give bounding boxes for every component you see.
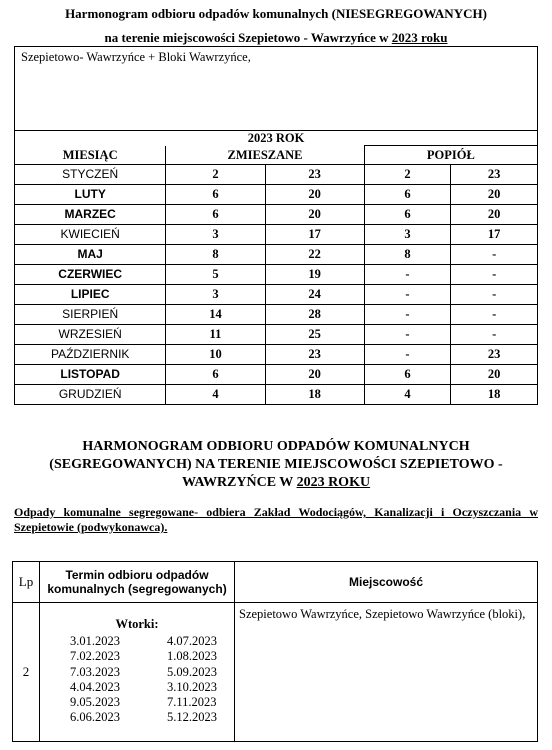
mixed-day-1: 5 [166,265,265,285]
header-mixed: ZMIESZANE [166,146,364,165]
pickup-date: 6.06.2023 [70,710,120,725]
mixed-day-1: 3 [166,285,265,305]
ash-day-1: - [364,265,451,285]
pickup-date: 3.10.2023 [167,679,217,694]
pickup-date: 5.12.2023 [167,710,217,725]
collector-note: Odpady komunalne segregowane- odbiera Zakład Wodociągów, Kanalizacji i Oczyszczania w Szepietowie (podwykonawca). [14,505,538,534]
segregated-heading-line-1: HARMONOGRAM ODBIORU ODPADÓW KOMUNALNYCH [82,439,470,454]
title-line-1: Harmonogram odbioru odpadów komunalnych (NIESEGREGOWANYCH) [65,6,487,21]
ash-day-1: - [364,325,451,345]
ash-day-1: 2 [364,165,451,185]
pickup-date: 7.11.2023 [167,695,217,710]
month-cell: LISTOPAD [15,365,166,385]
ash-day-2: - [451,305,538,325]
ash-day-2: 20 [451,365,538,385]
year-label: 2023 ROK [15,131,538,146]
mixed-day-1: 2 [166,165,265,185]
mixed-day-2: 17 [265,225,364,245]
ash-day-1: - [364,345,451,365]
segregated-schedule-table [12,561,538,742]
mixed-day-2: 22 [265,245,364,265]
dates-cell [40,603,235,742]
ash-day-2: - [451,245,538,265]
month-cell: PAŹDZIERNIK [15,345,166,365]
ash-day-2: - [451,285,538,305]
ash-day-2: 17 [451,225,538,245]
mixed-day-1: 6 [166,205,265,225]
ash-day-1: - [364,305,451,325]
month-cell: CZERWIEC [15,265,166,285]
month-cell: GRUDZIEŃ [15,385,166,405]
mixed-day-2: 18 [265,385,364,405]
header-month: MIESIĄC [15,146,166,165]
mixed-day-2: 23 [265,345,364,365]
month-cell: MARZEC [15,205,166,225]
title-line-2-text: na terenie miejscowości Szepietowo - Wawrzyńce w [104,30,392,45]
table-row [15,265,538,285]
table-row [15,165,538,185]
header-lp: Lp [13,562,40,603]
mixed-day-1: 14 [166,305,265,325]
mixed-day-2: 24 [265,285,364,305]
header-ash: POPIÓŁ [364,146,537,165]
ash-day-1: 6 [364,205,451,225]
mixed-day-1: 4 [166,385,265,405]
month-cell: LUTY [15,185,166,205]
mixed-day-1: 8 [166,245,265,265]
ash-day-2: 20 [451,185,538,205]
location-cell: Szepietowo- Wawrzyńce + Bloki Wawrzyńce, [15,47,538,131]
ash-day-1: 8 [364,245,451,265]
ash-day-2: 20 [451,205,538,225]
ash-day-1: 4 [364,385,451,405]
segregated-heading-year: 2023 ROKU [296,475,371,490]
pickup-date: 4.07.2023 [167,634,217,648]
ash-day-1: 3 [364,225,451,245]
table-row [15,365,538,385]
segregated-heading-line-3-text: WAWRZYŃCE W [181,475,297,490]
title-line-2 [0,30,552,46]
unsegregated-schedule-table [14,46,538,405]
dates-column-a [70,634,120,726]
dates-column-b [167,634,217,726]
mixed-day-1: 3 [166,225,265,245]
table-row [15,325,538,345]
ash-day-2: - [451,325,538,345]
title-year: 2023 roku [391,30,448,45]
table-row [15,345,538,365]
table-row [15,385,538,405]
mixed-day-1: 10 [166,345,265,365]
month-cell: WRZESIEŃ [15,325,166,345]
table-row [15,305,538,325]
days-label: Wtorki: [115,617,159,631]
pickup-date: 1.08.2023 [167,649,217,664]
header-term: Termin odbioru odpadów komunalnych (segregowanych) [40,562,235,603]
ash-day-2: 23 [451,165,538,185]
mixed-day-2: 23 [265,165,364,185]
pickup-date: 3.01.2023 [70,634,120,648]
month-cell: STYCZEŃ [15,165,166,185]
mixed-day-2: 19 [265,265,364,285]
mixed-day-1: 11 [166,325,265,345]
table-row [15,245,538,265]
pickup-date: 7.03.2023 [70,664,120,679]
row-lp: 2 [13,603,40,742]
pickup-date: 9.05.2023 [70,695,120,710]
table-row [15,205,538,225]
ash-day-1: 6 [364,185,451,205]
mixed-day-2: 28 [265,305,364,325]
schedule-rows [15,165,538,405]
month-cell: KWIECIEŃ [15,225,166,245]
mixed-day-1: 6 [166,185,265,205]
table-row [15,185,538,205]
mixed-day-2: 20 [265,365,364,385]
header-place: Miejscowość [235,562,538,603]
pickup-date: 7.02.2023 [70,649,120,664]
ash-day-2: 18 [451,385,538,405]
mixed-day-2: 20 [265,185,364,205]
month-cell: SIERPIEŃ [15,305,166,325]
pickup-date: 4.04.2023 [70,679,120,694]
segregated-heading-line-2: (SEGREGOWANYCH) NA TERENIE MIEJSCOWOŚCI SZEPIETOWO - [49,457,503,472]
mixed-day-2: 20 [265,205,364,225]
ash-day-2: - [451,265,538,285]
ash-day-2: 23 [451,345,538,365]
table-row [15,225,538,245]
mixed-day-2: 25 [265,325,364,345]
segregated-heading [0,438,552,492]
mixed-day-1: 6 [166,365,265,385]
month-cell: LIPIEC [15,285,166,305]
ash-day-1: 6 [364,365,451,385]
pickup-date: 5.09.2023 [167,664,217,679]
month-cell: MAJ [15,245,166,265]
segregated-heading-line-3 [0,474,552,492]
ash-day-1: - [364,285,451,305]
table-row [15,285,538,305]
place-cell: Szepietowo Wawrzyńce, Szepietowo Wawrzyńce (bloki), [235,603,538,742]
